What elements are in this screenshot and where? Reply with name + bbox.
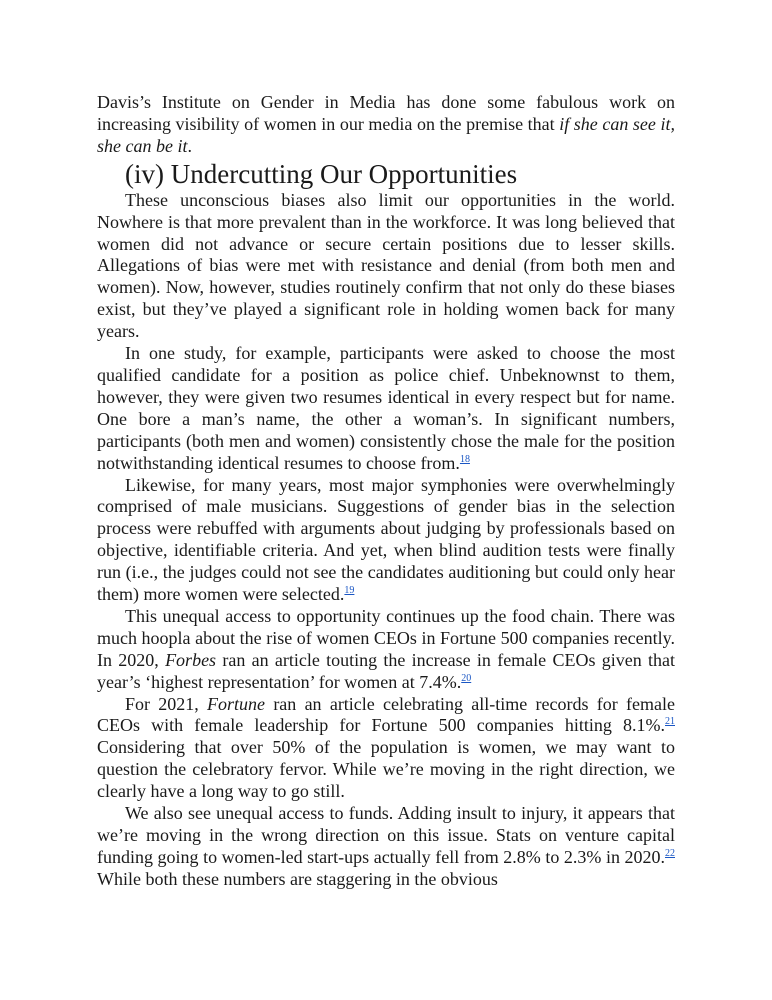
document-page bbox=[97, 92, 675, 891]
paragraph-3 bbox=[97, 475, 675, 606]
paragraph-4-italic: Forbes bbox=[165, 649, 217, 670]
paragraph-5-text-2: ran an article celebrating all-time records for female CEOs with female leadership for Fortune 500 companies hitting 8.1%. bbox=[97, 693, 675, 736]
paragraph-1: These unconscious biases also limit our opportunities in the world. Nowhere is that more prevalent than in the workforce. It was long believed that women did not advance or secure certain positions due to lesser skills. Allegations of bias were met with resistance and denial (from both men and women). Now, however, studies routinely confirm that not only do these biases exist, but they’ve played a significant role in holding women back for many years. bbox=[97, 189, 675, 342]
footnote-ref-18[interactable]: 18 bbox=[459, 453, 470, 465]
paragraph-2 bbox=[97, 343, 675, 474]
paragraph-4-text-2: ran an article touting the increase in female CEOs given that year’s ‘highest representation’ for women at 7.4%. bbox=[97, 649, 675, 692]
intro-italic: if she can see it, she can be it bbox=[97, 113, 675, 156]
intro-paragraph bbox=[97, 92, 675, 158]
intro-text: Davis’s Institute on Gender in Media has done some fabulous work on increasing visibility of women in our media on the premise that bbox=[97, 92, 675, 134]
paragraph-5 bbox=[97, 694, 675, 804]
paragraph-6 bbox=[97, 803, 675, 891]
paragraph-5-text: For 2021, bbox=[125, 693, 208, 714]
paragraph-6-text-2: While both these numbers are staggering in the obvious bbox=[97, 868, 498, 889]
footnote-ref-20[interactable]: 20 bbox=[461, 672, 472, 684]
paragraph-2-text: In one study, for example, participants were asked to choose the most qualified candidate for a position as police chief. Unbeknownst to them, however, they were given two resumes identical in every respect but for name. One bore a man’s name, the other a woman’s. In significant numbers, participants (both men and women) consistently chose the male for the position notwithstanding identical resumes to choose from. bbox=[97, 343, 675, 473]
intro-end: . bbox=[187, 135, 192, 156]
paragraph-4-text: This unequal access to opportunity continues up the food chain. There was much hoopla about the rise of women CEOs in Fortune 500 companies recently. In 2020, bbox=[97, 605, 675, 670]
paragraph-5-italic: Fortune bbox=[207, 693, 266, 714]
paragraph-5-text-3: Considering that over 50% of the population is women, we may want to question the celebratory fervor. While we’re moving in the right direction, we clearly have a long way to go still. bbox=[97, 737, 675, 802]
footnote-ref-22[interactable]: 22 bbox=[665, 847, 675, 859]
footnote-ref-19[interactable]: 19 bbox=[344, 585, 355, 597]
section-heading: (iv) Undercutting Our Opportunities bbox=[125, 158, 518, 189]
paragraph-4 bbox=[97, 606, 675, 694]
footnote-ref-21[interactable]: 21 bbox=[665, 716, 675, 728]
paragraph-6-text: We also see unequal access to funds. Adding insult to injury, it appears that we’re moving in the wrong direction on this issue. Stats on venture capital funding going to women-led start-ups actually fell from 2.8% to 2.3% in 2020. bbox=[97, 803, 675, 867]
paragraph-3-text: Likewise, for many years, most major symphonies were overwhelmingly comprised of male musicians. Suggestions of gender bias in the selection process were rebuffed with arguments about judging by professionals based on objective, identifiable criteria. And yet, when blind audition tests were finally run (i.e., the judges could not see the candidates auditioning but could only hear them) more women were selected. bbox=[97, 474, 675, 605]
